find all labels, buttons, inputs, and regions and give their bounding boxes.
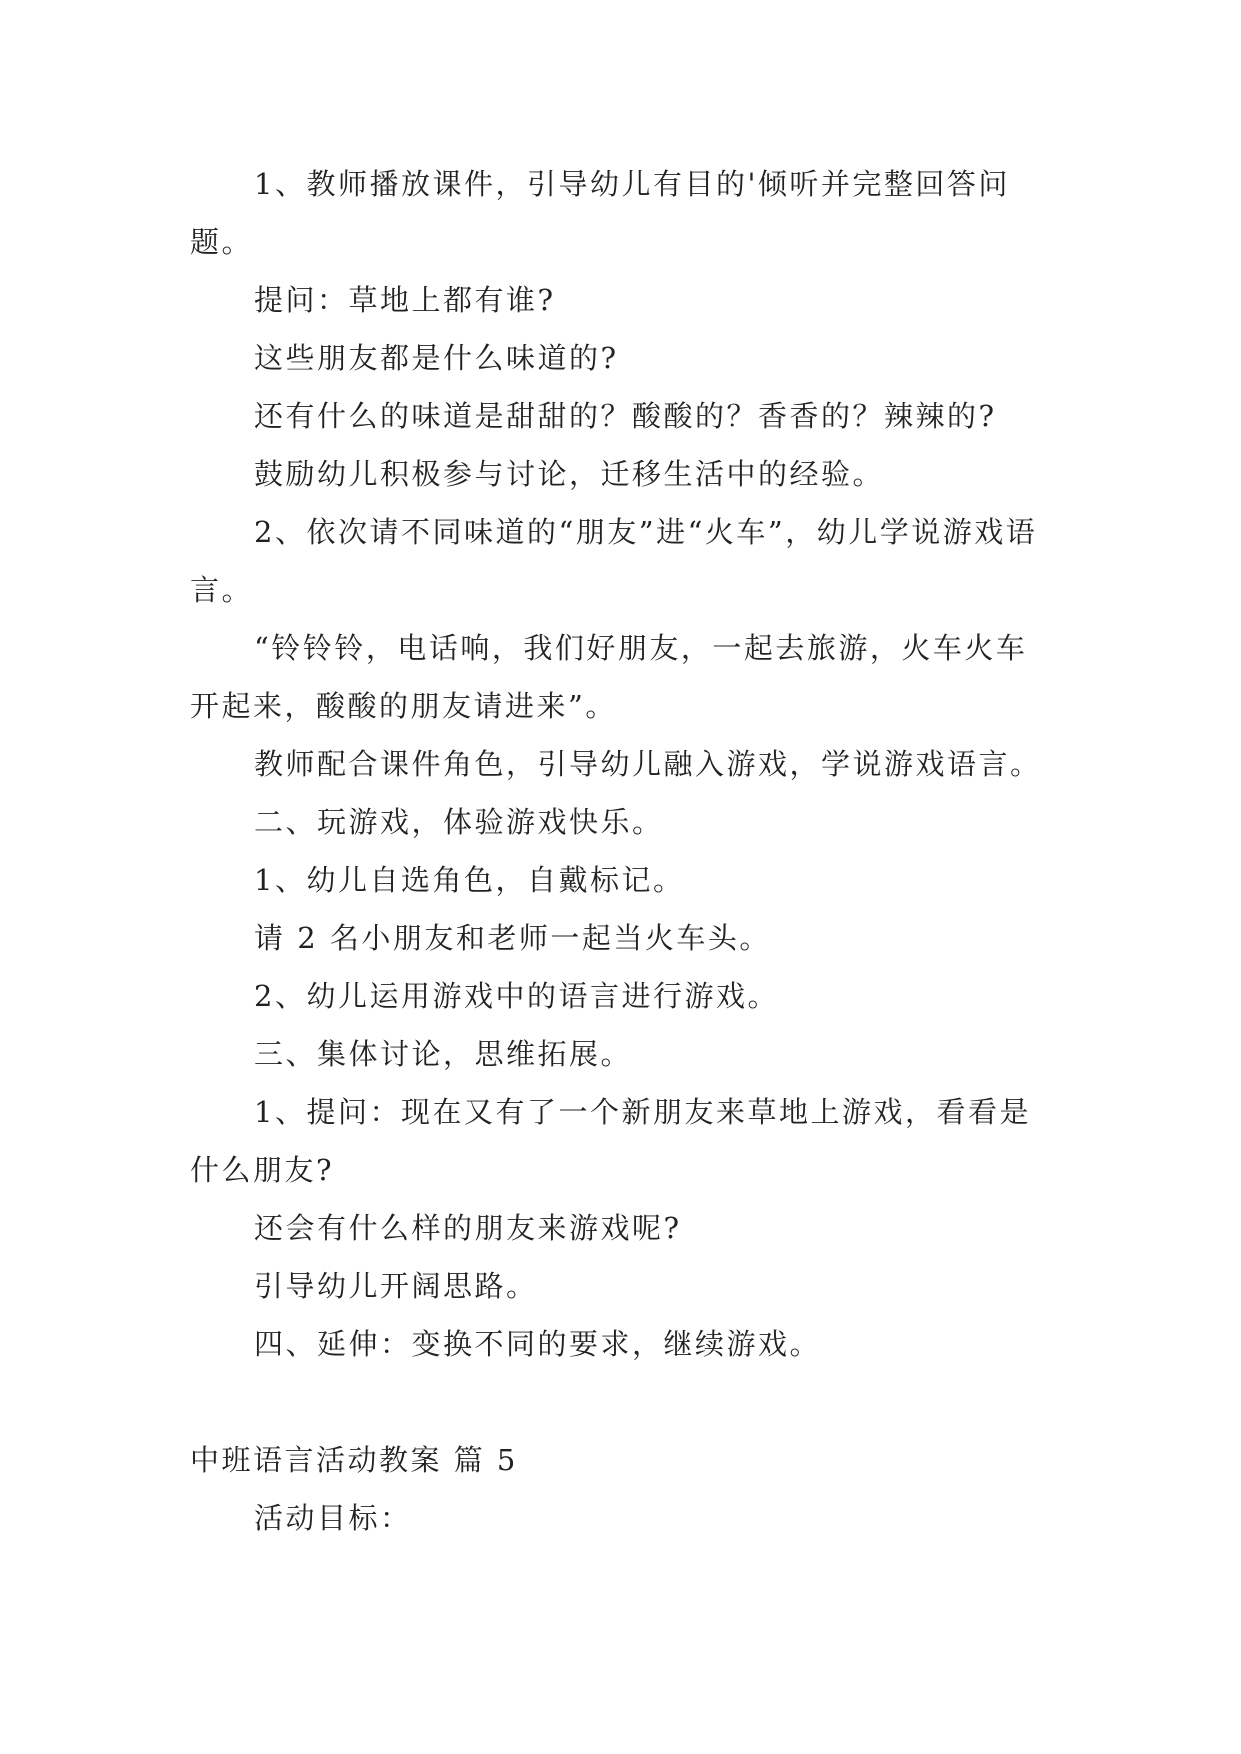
paragraph-9: 二、玩游戏，体验游戏快乐。 (254, 805, 664, 839)
paragraph-2: 提问：草地上都有谁? (254, 283, 556, 317)
paragraph-7: “铃铃铃，电话响，我们好朋友，一起去旅游，火车火车开起来，酸酸的朋友请进来”。 (190, 631, 1028, 723)
paragraph-3: 这些朋友都是什么味道的? (254, 341, 619, 375)
paragraph-1: 1、教师播放课件，引导幼儿有目的'倾听并完整回答问题。 (190, 167, 1010, 259)
paragraph-13: 三、集体讨论，思维拓展。 (254, 1037, 633, 1071)
section-heading: 中班语言活动教案 篇 5 (190, 1443, 518, 1477)
paragraph-17: 四、延伸：变换不同的要求，继续游戏。 (254, 1327, 822, 1361)
paragraph-11: 请 2 名小朋友和老师一起当火车头。 (254, 921, 771, 955)
paragraph-10: 1、幼儿自选角色，自戴标记。 (254, 863, 685, 897)
paragraph-4: 还有什么的味道是甜甜的？酸酸的？香香的？辣辣的? (254, 399, 997, 433)
paragraph-16: 引导幼儿开阔思路。 (254, 1269, 538, 1303)
paragraph-5: 鼓励幼儿积极参与讨论，迁移生活中的经验。 (254, 457, 885, 491)
paragraph-14: 1、提问：现在又有了一个新朋友来草地上游戏，看看是什么朋友? (190, 1095, 1031, 1187)
paragraph-6: 2、依次请不同味道的“朋友”进“火车”，幼儿学说游戏语言。 (190, 515, 1038, 607)
section-first-line: 活动目标： (254, 1501, 412, 1535)
paragraph-12: 2、幼儿运用游戏中的语言进行游戏。 (254, 979, 779, 1013)
paragraph-8: 教师配合课件角色，引导幼儿融入游戏，学说游戏语言。 (254, 747, 1042, 781)
paragraph-15: 还会有什么样的朋友来游戏呢? (254, 1211, 682, 1245)
